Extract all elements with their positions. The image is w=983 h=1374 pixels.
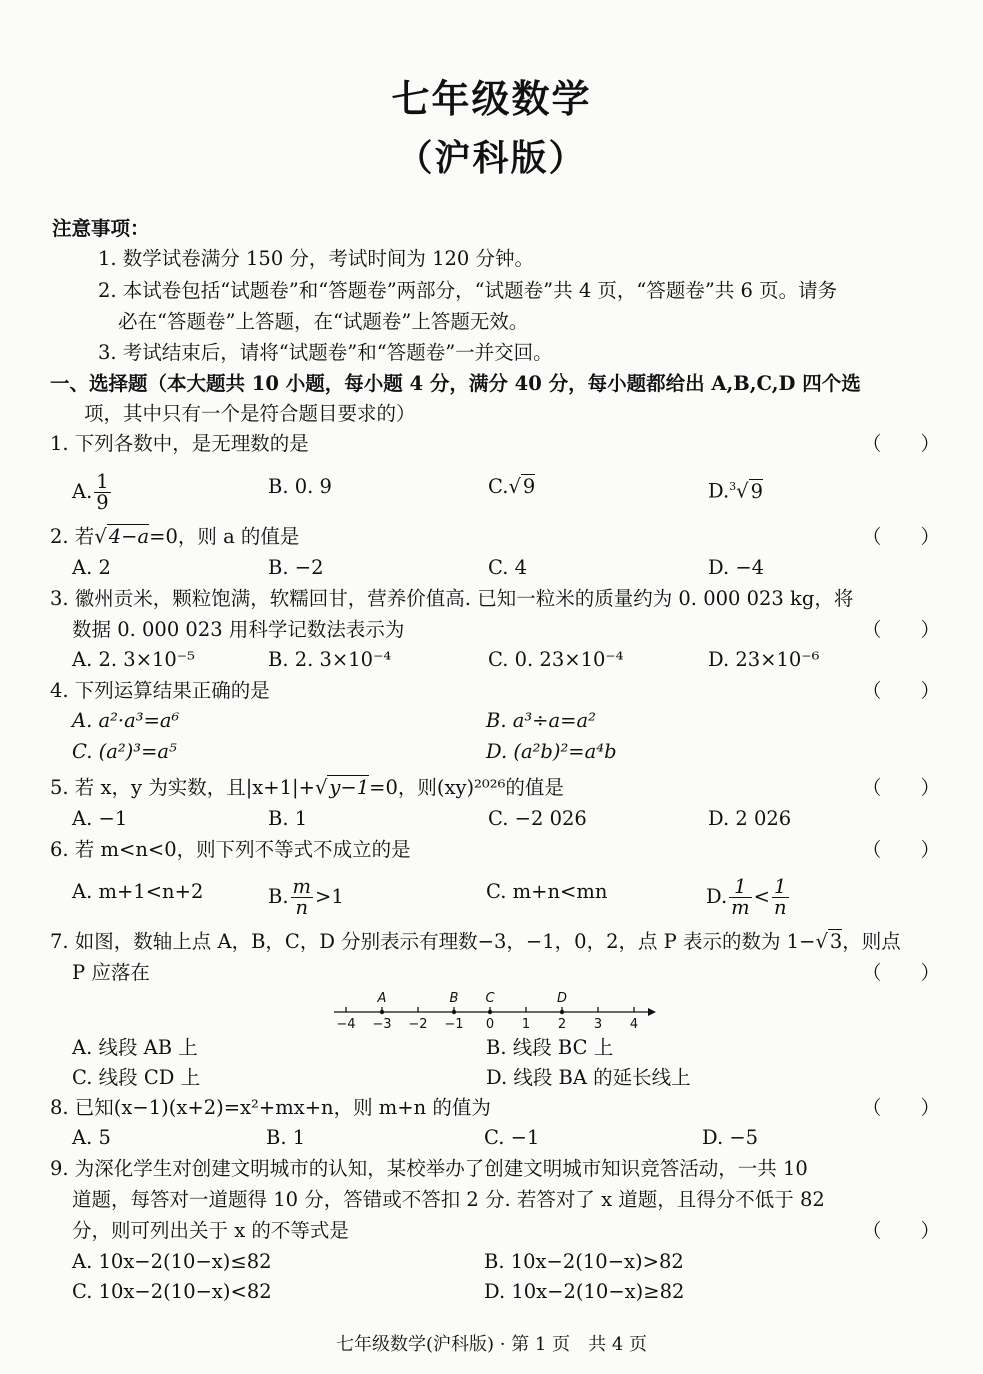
- number-line-tick-label: −1: [444, 1017, 464, 1032]
- q1-d-label: D.: [708, 479, 730, 503]
- q1-option-c: [488, 474, 535, 500]
- q1-answer-blank: （ ）: [862, 432, 941, 455]
- q9-option-c: C. 10x−2(10−x)<82: [72, 1280, 272, 1303]
- q1-stem: 1. 下列各数中，是无理数的是: [50, 432, 309, 455]
- q4-option-b: B. a³÷a=a²: [486, 709, 596, 732]
- q5-stem: [50, 775, 564, 801]
- page-footer: 七年级数学(沪科版) · 第 1 页 共 4 页: [336, 1334, 647, 1355]
- q8-option-c: C. −1: [484, 1126, 540, 1149]
- q6-d-lt: <: [753, 885, 770, 908]
- q6-d-denominator-1: m: [731, 896, 750, 919]
- q2-option-a: A. 2: [72, 556, 111, 579]
- number-line-point-label-a: A: [377, 991, 387, 1006]
- sqrt-icon: √: [815, 930, 828, 953]
- q7-stem-line1: [50, 929, 901, 955]
- number-line-tick-label: −2: [408, 1017, 428, 1032]
- q8-option-a: A. 5: [72, 1126, 111, 1149]
- number-line-tick-label: −3: [372, 1017, 392, 1032]
- q5-option-d: D. 2 026: [708, 807, 792, 830]
- q2-stem-b: =0，则 a 的值是: [149, 525, 300, 548]
- q3-answer-blank: （ ）: [862, 618, 941, 641]
- section-heading-line2: 项，其中只有一个是符合题目要求的）: [84, 402, 416, 425]
- q6-d-fraction-2: [772, 877, 789, 918]
- q6-d-label: D.: [706, 885, 728, 908]
- q1-c-label: C.: [488, 475, 509, 498]
- q7-option-a: A. 线段 AB 上: [72, 1036, 198, 1059]
- section-heading-line1: 一、选择题（本大题共 10 小题，每小题 4 分，满分 40 分，每小题都给出 A,B,C,D 四个选: [50, 372, 861, 395]
- q1-d-index: 3: [729, 480, 737, 493]
- sqrt-icon: √: [736, 479, 749, 503]
- sqrt-icon: √: [508, 475, 521, 498]
- q7-stem-radicand: 3: [829, 930, 843, 953]
- q8-stem: 8. 已知(x−1)(x+2)=x²+mx+n，则 m+n 的值为: [50, 1096, 491, 1119]
- q6-b-numerator: m: [292, 875, 312, 898]
- number-line-figure: [326, 984, 666, 1034]
- notice-item-1: 1. 数学试卷满分 150 分，考试时间为 120 分钟。: [98, 247, 535, 270]
- q7-stem-b: ，则点: [842, 930, 901, 953]
- q3-option-d: D. 23×10⁻⁶: [708, 648, 820, 671]
- page-subtitle: （沪科版）: [396, 137, 587, 179]
- q1-option-b: B. 0. 9: [268, 475, 332, 498]
- number-line-tick-label: 3: [593, 1017, 603, 1032]
- q1-option-a: [72, 472, 113, 513]
- q6-b-fraction: [291, 877, 314, 918]
- sqrt-icon: √: [94, 525, 107, 548]
- q2-stem-radicand: 4−a: [108, 525, 150, 548]
- number-line-tick-label: 1: [521, 1017, 531, 1032]
- number-line-tick-label: 4: [629, 1017, 639, 1032]
- q2-option-b: B. −2: [268, 556, 324, 579]
- q1-a-denominator: 9: [96, 491, 109, 514]
- number-line-tick-label: 2: [557, 1017, 567, 1032]
- q2-answer-blank: （ ）: [862, 525, 941, 548]
- q7-answer-blank: （ ）: [862, 961, 941, 984]
- q6-b-tail: >1: [315, 885, 344, 908]
- q8-answer-blank: （ ）: [862, 1096, 941, 1119]
- q5-option-a: A. −1: [72, 807, 128, 830]
- q6-option-b: [268, 877, 344, 918]
- q9-stem-line1: 9. 为深化学生对创建文明城市的认知，某校举办了创建文明城市知识竞答活动，一共 10: [50, 1157, 808, 1180]
- notice-item-2b: 必在“答题卷”上答题，在“试题卷”上答题无效。: [118, 310, 529, 333]
- q6-d-denominator-2: n: [773, 896, 787, 919]
- q1-option-d: [708, 474, 763, 505]
- q9-option-b: B. 10x−2(10−x)>82: [484, 1250, 684, 1273]
- q5-stem-radicand: y−1: [329, 776, 370, 799]
- q1-d-radicand: 9: [750, 479, 763, 503]
- q3-stem-line2: 数据 0. 000 023 用科学记数法表示为: [72, 618, 405, 641]
- q9-stem-line3: 分，则可列出关于 x 的不等式是: [72, 1219, 349, 1242]
- number-line-point-c: [488, 1010, 492, 1014]
- q1-a-fraction: [94, 472, 110, 513]
- q2-stem: [50, 524, 299, 550]
- q1-a-label: A.: [72, 480, 93, 503]
- q8-option-d: D. −5: [702, 1126, 759, 1149]
- number-line-point-b: [452, 1010, 456, 1014]
- number-line-point-label-b: B: [449, 991, 459, 1006]
- q2-stem-a: 2. 若: [50, 525, 95, 548]
- q7-stem-line2: P 应落在: [72, 961, 150, 984]
- sqrt-icon: √: [314, 776, 328, 799]
- q2-option-d: D. −4: [708, 556, 765, 579]
- q6-option-a: A. m+1<n+2: [72, 880, 204, 903]
- q5-stem-b: =0，则(xy)²⁰²⁶的值是: [369, 776, 564, 799]
- q1-c-radicand: 9: [522, 475, 536, 498]
- q3-stem-line1: 3. 徽州贡米，颗粒饱满，软糯回甘，营养价值高. 已知一粒米的质量约为 0. 000 023 kg，将: [50, 587, 854, 610]
- q8-option-b: B. 1: [266, 1126, 306, 1149]
- q6-stem: 6. 若 m<n<0，则下列不等式不成立的是: [50, 838, 411, 861]
- q4-answer-blank: （ ）: [862, 679, 941, 702]
- number-line-tick-label: 0: [485, 1017, 495, 1032]
- q5-option-c: C. −2 026: [488, 807, 587, 830]
- q9-option-d: D. 10x−2(10−x)≥82: [484, 1280, 685, 1303]
- notice-heading: 注意事项：: [52, 217, 150, 240]
- q6-option-c: C. m+n<mn: [486, 880, 608, 903]
- q4-option-c: C. (a²)³=a⁵: [72, 740, 177, 763]
- q7-stem-a: 7. 如图，数轴上点 A，B，C，D 分别表示有理数−3，−1，0，2，点 P 表示的数为 1−: [50, 930, 816, 953]
- q6-d-numerator-1: 1: [729, 877, 752, 898]
- number-line-tick-label: −4: [336, 1017, 356, 1032]
- q3-option-c: C. 0. 23×10⁻⁴: [488, 648, 624, 671]
- q9-option-a: A. 10x−2(10−x)≤82: [72, 1250, 272, 1273]
- q7-option-d: D. 线段 BA 的延长线上: [486, 1066, 691, 1089]
- q5-option-b: B. 1: [268, 807, 308, 830]
- q1-a-numerator: 1: [96, 470, 109, 493]
- number-line-point-label-d: D: [556, 991, 568, 1006]
- q6-option-d: [706, 877, 791, 918]
- notice-item-3: 3. 考试结束后，请将“试题卷”和“答题卷”一并交回。: [98, 341, 553, 364]
- number-line-point-label-c: C: [485, 991, 495, 1006]
- q9-stem-line2: 道题，每答对一道题得 10 分，答错或不答扣 2 分. 若答对了 x 道题，且得分不低于 82: [72, 1188, 825, 1211]
- q6-b-label: B.: [268, 885, 289, 908]
- q9-answer-blank: （ ）: [862, 1219, 941, 1242]
- q6-answer-blank: （ ）: [862, 838, 941, 861]
- q7-option-b: B. 线段 BC 上: [486, 1036, 614, 1059]
- q6-b-denominator: n: [295, 896, 309, 919]
- q4-stem: 4. 下列运算结果正确的是: [50, 679, 270, 702]
- notice-item-2a: 2. 本试卷包括“试题卷”和“答题卷”两部分，“试题卷”共 4 页，“答题卷”共 6 页。请务: [98, 279, 838, 302]
- q6-d-numerator-2: 1: [772, 877, 789, 898]
- q7-option-c: C. 线段 CD 上: [72, 1066, 201, 1089]
- q6-d-fraction-1: [729, 877, 752, 918]
- number-line-arrow-icon: [648, 1008, 656, 1016]
- q5-stem-a: 5. 若 x，y 为实数，且|x+1|+: [50, 776, 315, 799]
- q2-option-c: C. 4: [488, 556, 528, 579]
- number-line-point-d: [560, 1010, 564, 1014]
- q5-answer-blank: （ ）: [862, 776, 941, 799]
- q3-option-a: A. 2. 3×10⁻⁵: [72, 648, 195, 671]
- q3-option-b: B. 2. 3×10⁻⁴: [268, 648, 392, 671]
- page-title: 七年级数学: [391, 76, 592, 121]
- number-line-point-a: [380, 1010, 384, 1014]
- q4-option-a: A. a²·a³=a⁶: [72, 709, 180, 732]
- q4-option-d: D. (a²b)²=a⁴b: [486, 740, 617, 763]
